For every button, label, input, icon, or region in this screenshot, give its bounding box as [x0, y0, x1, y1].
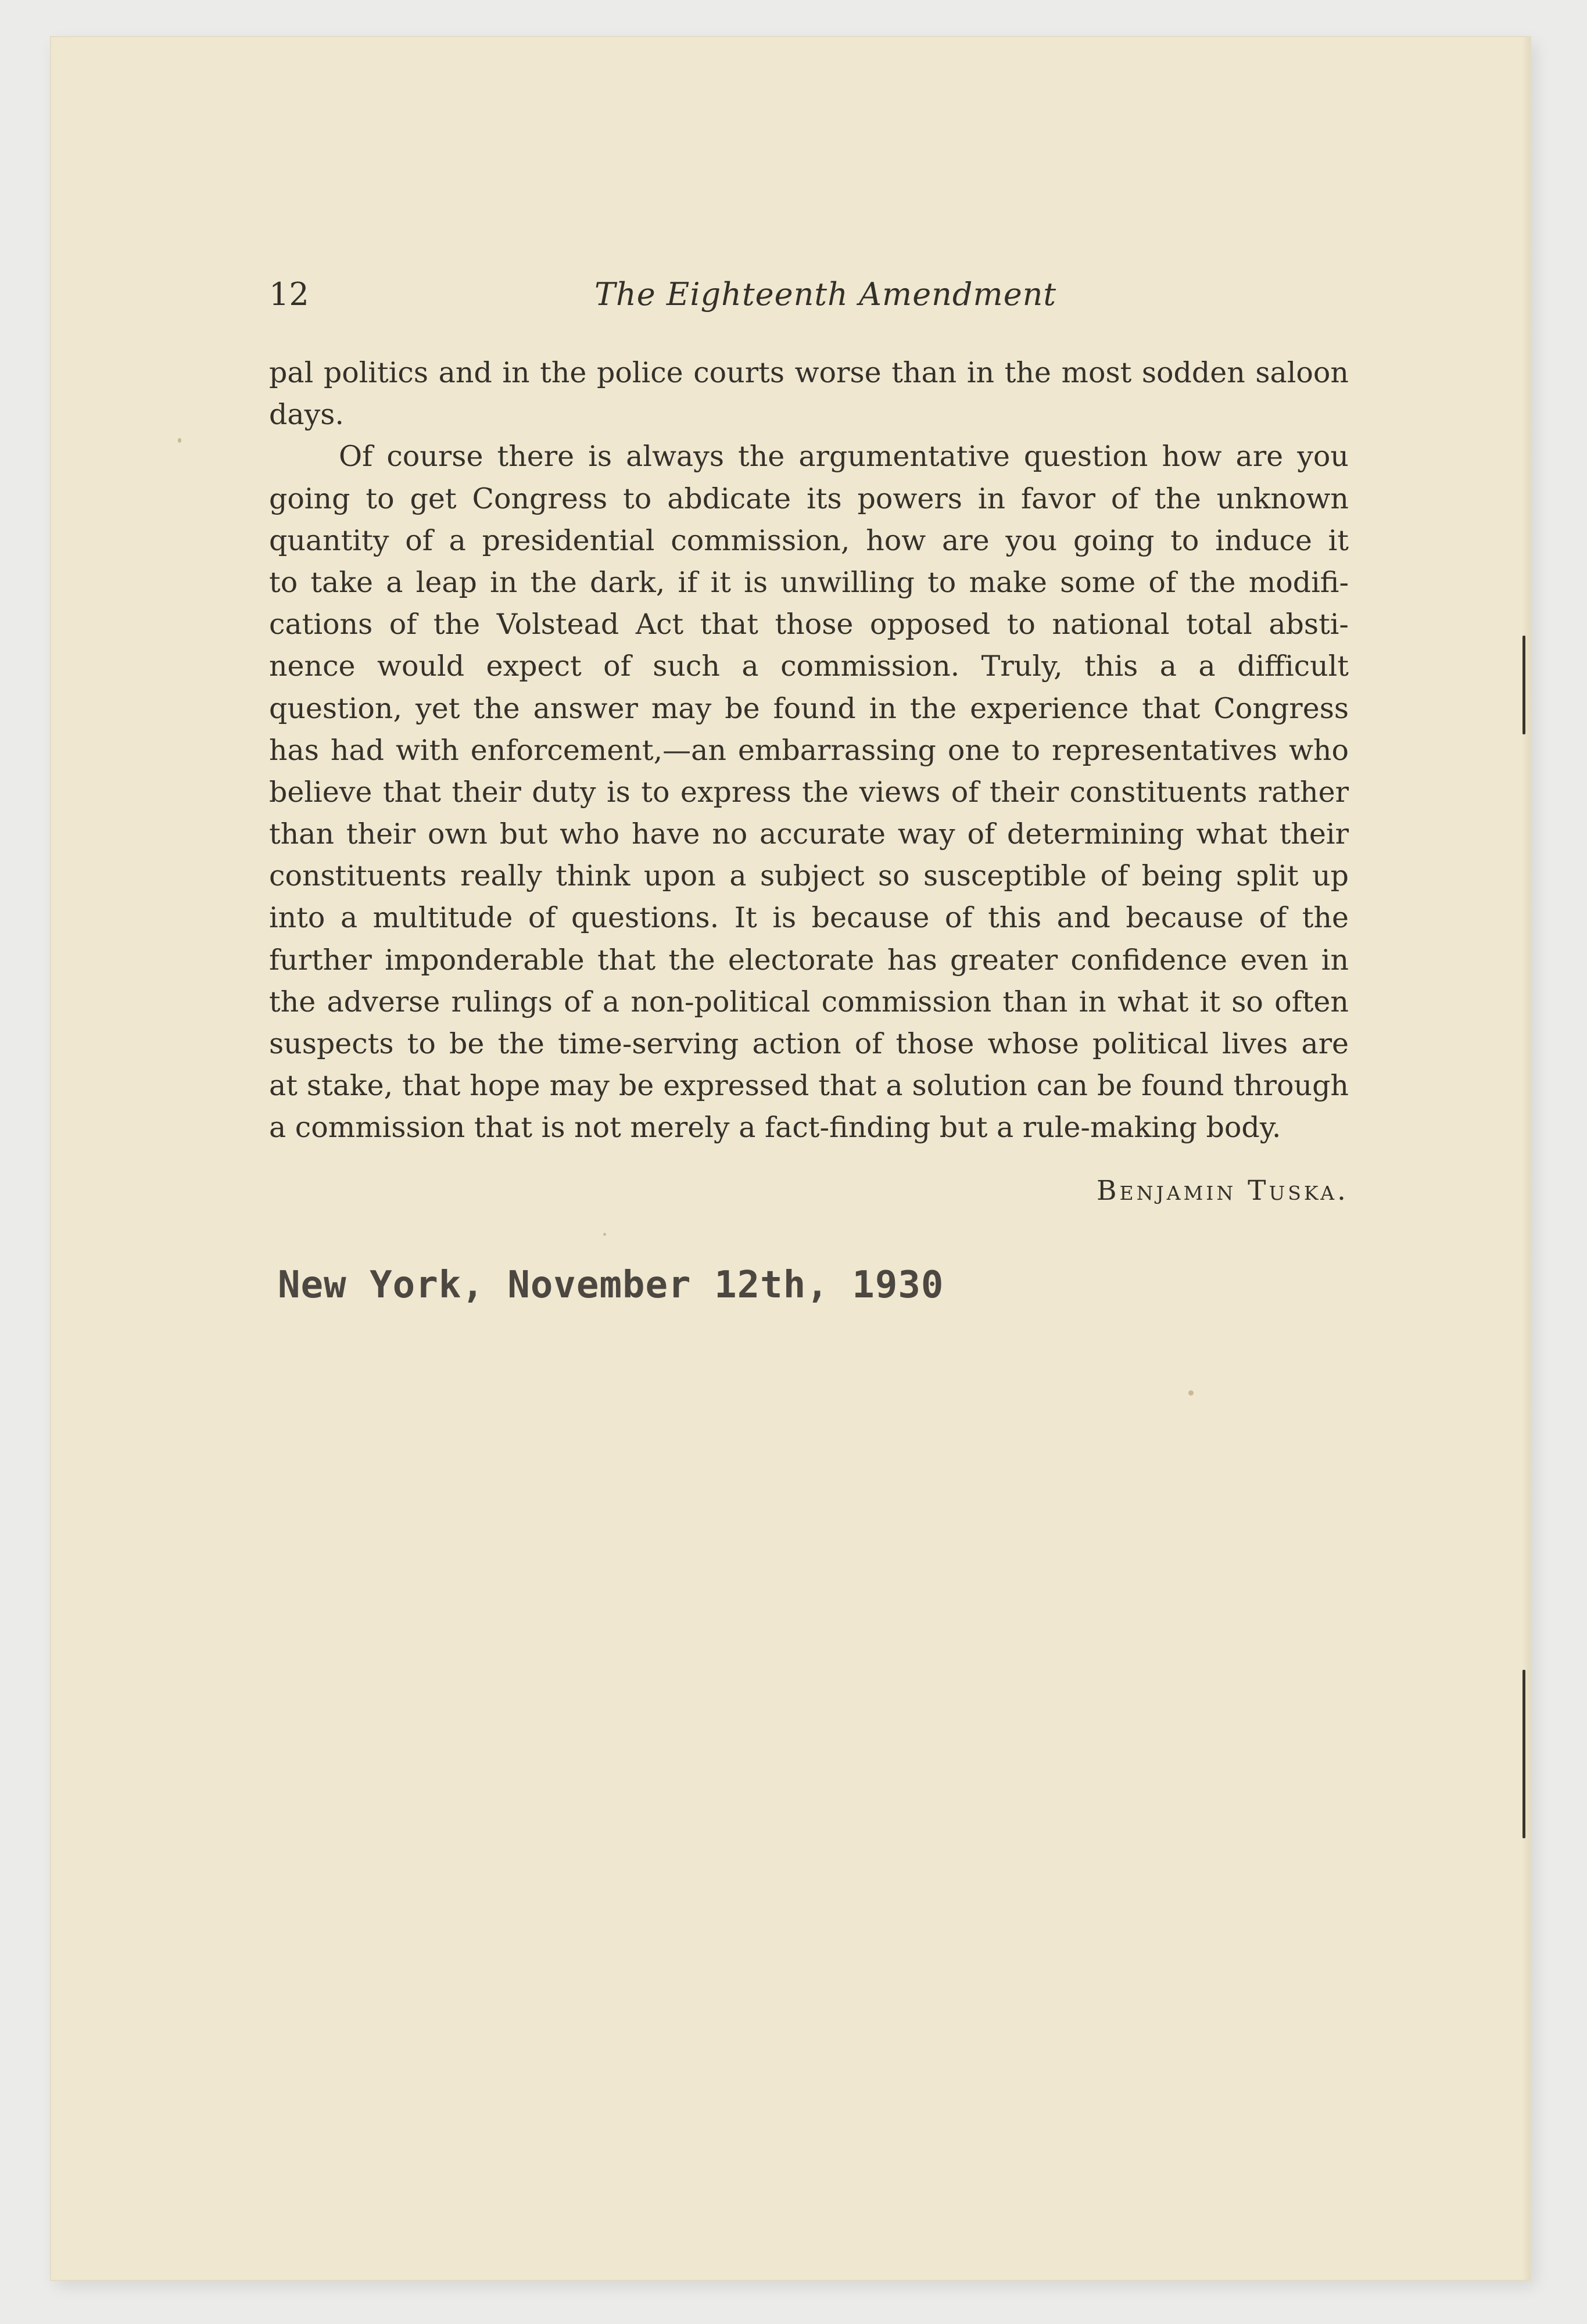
- running-head: [269, 268, 1349, 321]
- text-line: to take a leap in the dark, if it is unwilling to make some of the modifi-: [269, 565, 1349, 599]
- paper-speck: [603, 1233, 606, 1236]
- paper-right-edge-shadow: [1522, 37, 1530, 2280]
- paper-speck: [178, 438, 181, 443]
- text-line: cations of the Volstead Act that those opposed to national total absti-: [269, 608, 1349, 641]
- text-line: nence would expect of such a commission. Truly, this a a difficult: [269, 650, 1349, 683]
- text-line: the adverse rulings of a non-political commission than in what it so often: [269, 985, 1349, 1018]
- text-line: quantity of a presidential commission, how are you going to induce it: [269, 523, 1349, 557]
- text-line: has had with enforcement,—an embarrassing one to representatives who: [269, 733, 1349, 767]
- text-line: Of course there is always the argumentative question how are you: [339, 440, 1349, 474]
- binding-mark-upper: [1522, 636, 1525, 734]
- text-line: at stake, that hope may be expressed that a solution can be found through: [269, 1069, 1349, 1103]
- text-line: a commission that is not merely a fact-finding but a rule-making body.: [269, 1111, 1281, 1145]
- text-line: suspects to be the time-serving action of those whose political lives are: [269, 1027, 1349, 1060]
- text-line: believe that their duty is to express the views of their constituents rather: [269, 775, 1349, 809]
- typewritten-date-line: New York, November 12th, 1930: [278, 1264, 944, 1307]
- text-line: than their own but who have no accurate way of determining what their: [269, 817, 1349, 851]
- text-line: constituents really think upon a subject so susceptible of being split up: [269, 859, 1349, 893]
- page-number: 12: [269, 276, 309, 313]
- text-line: pal politics and in the police courts worse than in the most sodden saloon: [269, 356, 1349, 389]
- text-line: question, yet the answer may be found in the experience that Congress: [269, 691, 1349, 725]
- text-line: going to get Congress to abdicate its powers in favor of the unknown: [269, 482, 1349, 515]
- paper-speck: [1188, 1390, 1194, 1396]
- text-line: further imponderable that the electorate has greater confidence even in: [269, 943, 1349, 977]
- text-line: days.: [269, 398, 344, 432]
- text-line: into a multitude of questions. It is because of this and because of the: [269, 901, 1349, 935]
- binding-mark-lower: [1522, 1670, 1525, 1838]
- author-signature: Benjamin Tuska.: [1096, 1175, 1349, 1207]
- running-title: The Eighteenth Amendment: [594, 276, 1057, 313]
- body-text: [269, 352, 1349, 1149]
